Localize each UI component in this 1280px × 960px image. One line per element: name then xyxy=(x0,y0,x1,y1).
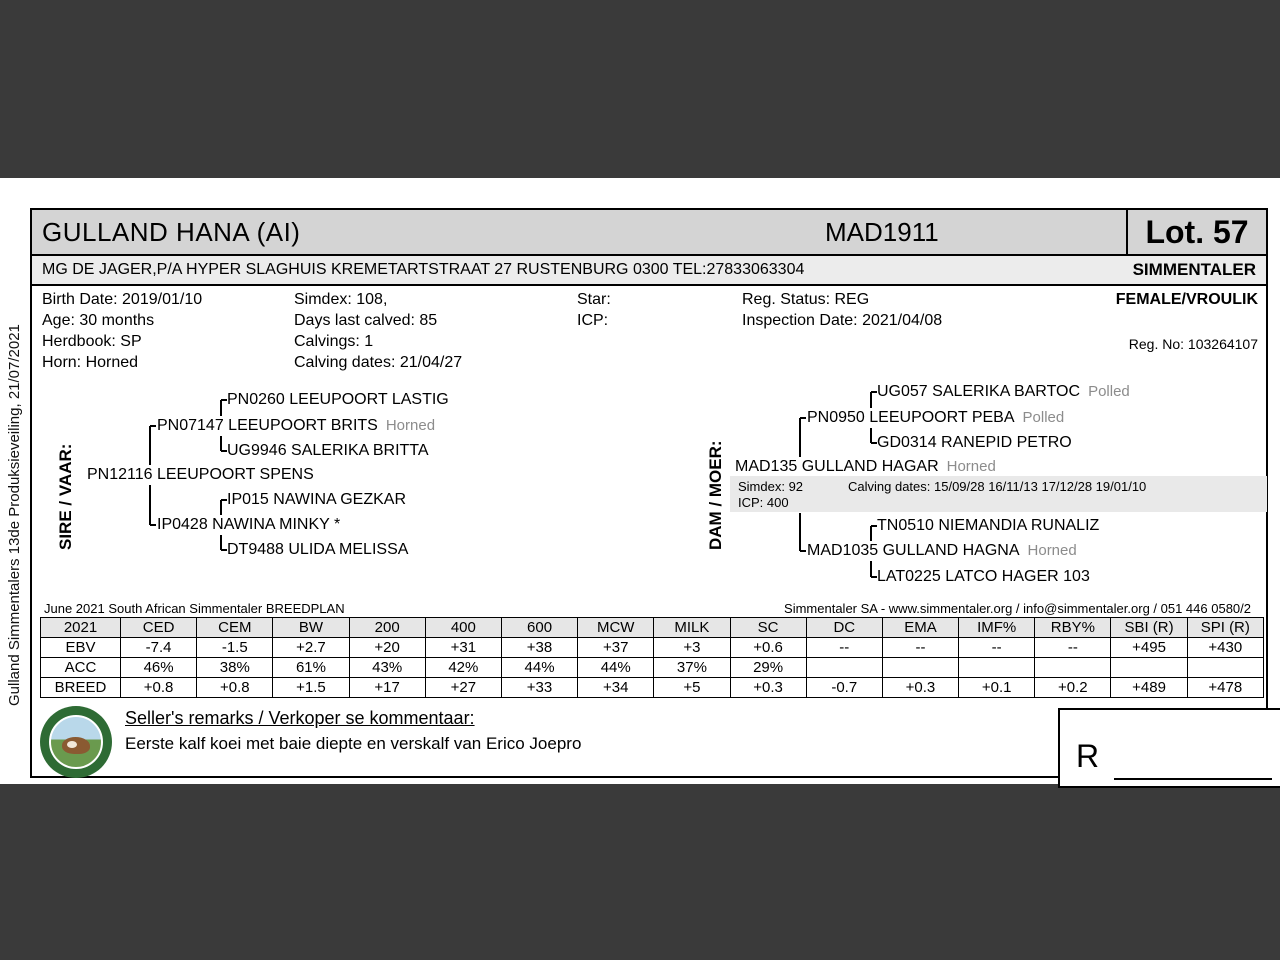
sire-column-label: SIRE / VAAR: xyxy=(56,443,75,550)
sire-granddam-paternal: UG9946 SALERIKA BRITTA xyxy=(227,442,429,459)
breedplan-column-header: SBI (R) xyxy=(1111,618,1187,638)
breedplan-cell: +0.3 xyxy=(882,678,958,698)
dam-grandsire-maternal: TN0510 NIEMANDIA RUNALIZ xyxy=(877,517,1100,534)
breedplan-cell: -0.7 xyxy=(806,678,882,698)
logo-scene xyxy=(49,715,103,769)
breedplan-cell xyxy=(806,658,882,678)
age: Age: 30 months xyxy=(42,312,155,329)
breedplan-cell: +5 xyxy=(654,678,730,698)
breedplan-cell: 42% xyxy=(425,658,501,678)
breedplan-cell: +0.8 xyxy=(121,678,197,698)
simmentaler-logo-icon xyxy=(40,706,112,778)
breedplan-cell: 38% xyxy=(197,658,273,678)
breedplan-cell xyxy=(1035,658,1111,678)
breedplan-column-header: SPI (R) xyxy=(1187,618,1263,638)
breedplan-column-header: 600 xyxy=(501,618,577,638)
seller-address: MG DE JAGER,P/A HYPER SLAGHUIS KREMETARTSTRAAT 27 RUSTENBURG 0300 TEL:27833063304 xyxy=(42,261,805,278)
breedplan-column-header: 400 xyxy=(425,618,501,638)
breedplan-cell xyxy=(1111,658,1187,678)
breedplan-cell: -- xyxy=(1035,638,1111,658)
breedplan-column-header: CED xyxy=(121,618,197,638)
header-bar xyxy=(32,210,1266,256)
catalog-edition-vertical-text: Gulland Simmentalers 13de Produksieveiling, 21/07/2021 xyxy=(6,324,23,706)
breedplan-column-header: EMA xyxy=(882,618,958,638)
breedplan-cell: -7.4 xyxy=(121,638,197,658)
breedplan-column-header: MILK xyxy=(654,618,730,638)
breedplan-cell xyxy=(959,658,1035,678)
breedplan-cell: +17 xyxy=(349,678,425,698)
star: Star: xyxy=(577,291,611,308)
breedplan-cell: -- xyxy=(959,638,1035,658)
calvings: Calvings: 1 xyxy=(294,333,374,350)
sire-subject: PN12116 LEEUPOORT SPENS xyxy=(87,466,314,483)
breed-name: SIMMENTALER xyxy=(1132,260,1256,279)
breedplan-caption: June 2021 South African Simmentaler BREEDPLAN xyxy=(44,601,345,616)
breedplan-cell: +2.7 xyxy=(273,638,349,658)
breedplan-cell: +0.2 xyxy=(1035,678,1111,698)
breedplan-cell xyxy=(1187,658,1263,678)
dam-column-label: DAM / MOER: xyxy=(706,440,725,550)
simdex: Simdex: 108, xyxy=(294,291,388,308)
breedplan-cell: +0.8 xyxy=(197,678,273,698)
breedplan-column-header: DC xyxy=(806,618,882,638)
sire-granddam-maternal: DT9488 ULIDA MELISSA xyxy=(227,541,409,558)
birth-date: Birth Date: 2019/01/10 xyxy=(42,291,203,308)
breedplan-column-header: CEM xyxy=(197,618,273,638)
animal-id: MAD1911 xyxy=(825,217,939,247)
breedplan-cell: 44% xyxy=(501,658,577,678)
breedplan-table xyxy=(40,617,1264,698)
days-last-calved: Days last calved: 85 xyxy=(294,312,438,329)
breedplan-cell: 44% xyxy=(578,658,654,678)
dam-grandsire-paternal: UG057 SALERIKA BARTOC Polled xyxy=(877,383,1130,400)
breedplan-cell: +20 xyxy=(349,638,425,658)
breedplan-cell: +430 xyxy=(1187,638,1263,658)
breedplan-row xyxy=(41,638,1264,658)
breedplan-cell: +38 xyxy=(501,638,577,658)
breedplan-cell: 29% xyxy=(730,658,806,678)
sire-grandsire-maternal: IP015 NAWINA GEZKAR xyxy=(227,491,407,508)
herdbook: Herdbook: SP xyxy=(42,333,142,350)
seller-address-bar xyxy=(32,256,1266,286)
reg-no: Reg. No: 103264107 xyxy=(1128,336,1258,352)
remarks-heading: Seller's remarks / Verkoper se kommentaar: xyxy=(125,708,475,728)
dam-sire: PN0950 LEEUPOORT PEBA Polled xyxy=(807,409,1065,426)
breedplan-cell: +3 xyxy=(654,638,730,658)
breedplan-cell: +495 xyxy=(1111,638,1187,658)
breedplan-row-label: ACC xyxy=(41,658,121,678)
reg-status: Reg. Status: REG xyxy=(742,291,870,308)
sire-sire: PN07147 LEEUPOORT BRITS Horned xyxy=(157,417,436,434)
breedplan-cell: +37 xyxy=(578,638,654,658)
inspection-date: Inspection Date: 2021/04/08 xyxy=(742,312,943,329)
dam-subject: MAD135 GULLAND HAGAR Horned xyxy=(735,458,996,475)
breedplan-row-label: BREED xyxy=(41,678,121,698)
breedplan-cell: +34 xyxy=(578,678,654,698)
dam-dam: MAD1035 GULLAND HAGNA Horned xyxy=(807,542,1077,559)
breedplan-row xyxy=(41,658,1264,678)
breedplan-column-header: RBY% xyxy=(1035,618,1111,638)
breedplan-row xyxy=(41,678,1264,698)
lot-document xyxy=(30,208,1268,778)
breedplan-row-label: EBV xyxy=(41,638,121,658)
breedplan-cell: +0.6 xyxy=(730,638,806,658)
remarks-text: Eerste kalf koei met baie diepte en verskalf van Erico Joepro xyxy=(125,734,582,753)
breedplan-cell: -1.5 xyxy=(197,638,273,658)
breedplan-cell: +31 xyxy=(425,638,501,658)
breedplan-column-header: SC xyxy=(730,618,806,638)
breedplan-cell: -- xyxy=(882,638,958,658)
price-box xyxy=(1058,708,1280,788)
calving-dates: Calving dates: 21/04/27 xyxy=(294,354,463,371)
dam-info-box xyxy=(730,476,1267,512)
breedplan-cell: +27 xyxy=(425,678,501,698)
breedplan-cell: +0.3 xyxy=(730,678,806,698)
breedplan-cell: 43% xyxy=(349,658,425,678)
price-currency-label: R xyxy=(1076,738,1100,774)
lot-number: Lot. 57 xyxy=(1126,210,1266,254)
breedplan-column-header: BW xyxy=(273,618,349,638)
dam-calving-dates: Calving dates: 15/09/28 16/11/13 17/12/28 19/01/10 xyxy=(848,479,1147,494)
breedplan-cell: -- xyxy=(806,638,882,658)
breedplan-cell: 61% xyxy=(273,658,349,678)
breedplan-cell: 37% xyxy=(654,658,730,678)
breedplan-cell: +1.5 xyxy=(273,678,349,698)
breedplan-header-row xyxy=(41,618,1264,638)
sire-grandsire-paternal: PN0260 LEEUPOORT LASTIG xyxy=(227,391,449,408)
breedplan-cell: +489 xyxy=(1111,678,1187,698)
horn-status: Horn: Horned xyxy=(42,354,139,371)
breedplan-column-header: MCW xyxy=(578,618,654,638)
icp: ICP: xyxy=(577,312,609,329)
sex: FEMALE/VROULIK xyxy=(1115,291,1258,308)
breedplan-cell: +0.1 xyxy=(959,678,1035,698)
price-blank-line xyxy=(1114,778,1272,780)
breedplan-cell xyxy=(882,658,958,678)
breedplan-cell: +478 xyxy=(1187,678,1263,698)
breedplan-cell: +33 xyxy=(501,678,577,698)
dam-granddam-paternal: GD0314 RANEPID PETRO xyxy=(877,434,1072,451)
logo-cow-patch-shape xyxy=(67,741,77,748)
dam-granddam-maternal: LAT0225 LATCO HAGER 103 xyxy=(877,568,1090,585)
dam-simdex: Simdex: 92 xyxy=(738,479,804,494)
breedplan-column-header: IMF% xyxy=(959,618,1035,638)
breedplan-column-header: 2021 xyxy=(41,618,121,638)
breedplan-column-header: 200 xyxy=(349,618,425,638)
dam-icp: ICP: 400 xyxy=(738,495,789,510)
breedplan-cell: 46% xyxy=(121,658,197,678)
animal-name: GULLAND HANA (AI) xyxy=(42,217,301,247)
simmentaler-contact: Simmentaler SA - www.simmentaler.org / info@simmentaler.org / 051 446 0580/2 xyxy=(784,601,1251,616)
sire-dam: IP0428 NAWINA MINKY * xyxy=(157,516,341,533)
